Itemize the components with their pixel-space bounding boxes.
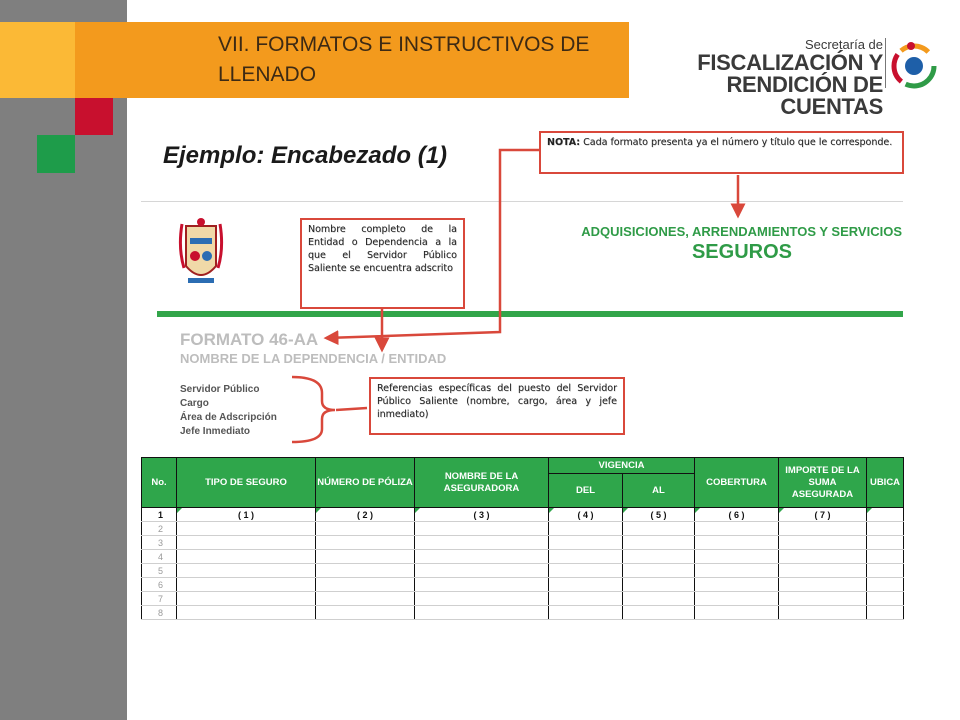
table-cell <box>177 522 316 536</box>
table-cell: ( 1 ) <box>177 508 316 522</box>
table-cell <box>623 578 695 592</box>
header-vigencia: VIGENCIA <box>549 458 695 474</box>
field-servidor: Servidor Público <box>180 384 260 395</box>
table-cell <box>695 578 779 592</box>
field-cargo: Cargo <box>180 398 209 409</box>
references-callout: Referencias específicas del puesto del Servidor Público Saliente (nombre, cargo, área y jefe inmediato) <box>369 377 625 435</box>
table-cell: ( 6 ) <box>695 508 779 522</box>
cell-marker-icon <box>695 508 700 513</box>
table-cell <box>623 522 695 536</box>
table-cell <box>695 536 779 550</box>
row-number: 1 <box>142 508 177 522</box>
note-text: Cada formato presenta ya el número y título que le corresponde. <box>583 137 893 148</box>
table-cell <box>623 536 695 550</box>
cell-marker-icon <box>867 508 872 513</box>
table-cell <box>867 564 904 578</box>
table-cell <box>695 550 779 564</box>
header-cobertura: COBERTURA <box>695 458 779 508</box>
table-cell <box>415 550 549 564</box>
slide-subtitle: Ejemplo: Encabezado (1) <box>163 142 448 169</box>
header-aseguradora: NOMBRE DE LA ASEGURADORA <box>415 458 549 508</box>
cell-marker-icon <box>779 508 784 513</box>
table-row <box>142 550 904 564</box>
table-cell <box>867 578 904 592</box>
table-cell <box>415 536 549 550</box>
format-table <box>141 457 904 620</box>
row-number: 3 <box>142 536 177 550</box>
table-cell <box>316 564 415 578</box>
table-row <box>142 578 904 592</box>
table-cell <box>867 508 904 522</box>
table-row <box>142 564 904 578</box>
table-cell <box>177 550 316 564</box>
table-cell <box>177 606 316 620</box>
table-cell <box>549 592 623 606</box>
row-number: 4 <box>142 550 177 564</box>
table-cell: ( 7 ) <box>779 508 867 522</box>
table-cell: ( 5 ) <box>623 508 695 522</box>
table-cell <box>549 522 623 536</box>
table-cell <box>415 564 549 578</box>
table-cell: ( 2 ) <box>316 508 415 522</box>
brace-connector <box>336 408 367 410</box>
row-number: 7 <box>142 592 177 606</box>
entity-name: NOMBRE DE LA DEPENDENCIA / ENTIDAD <box>180 351 447 366</box>
table-cell <box>779 550 867 564</box>
table-cell <box>316 550 415 564</box>
table-cell <box>623 550 695 564</box>
document-area-title: ADQUISICIONES, ARRENDAMIENTOS Y SERVICIOS <box>581 224 902 239</box>
cell-marker-icon <box>623 508 628 513</box>
note-to-format-arrow <box>326 150 539 338</box>
header-ubicacion: UBICA <box>867 458 904 508</box>
table-cell <box>867 550 904 564</box>
table-row <box>142 606 904 620</box>
table-cell <box>316 536 415 550</box>
table-cell <box>695 522 779 536</box>
table-row <box>142 536 904 550</box>
row-number: 8 <box>142 606 177 620</box>
fields-brace <box>292 377 335 442</box>
row-number: 5 <box>142 564 177 578</box>
header-del: DEL <box>549 474 623 508</box>
table-cell <box>316 592 415 606</box>
table-cell <box>549 578 623 592</box>
cell-marker-icon <box>177 508 182 513</box>
table-cell: ( 3 ) <box>415 508 549 522</box>
logo-line-3: RENDICIÓN DE CUENTAS <box>726 72 883 119</box>
row-number: 6 <box>142 578 177 592</box>
table-cell <box>177 564 316 578</box>
table-cell <box>415 578 549 592</box>
document-section-title: SEGUROS <box>691 241 792 263</box>
table-cell <box>867 522 904 536</box>
field-jefe: Jefe Inmediato <box>180 426 251 437</box>
table-cell <box>549 606 623 620</box>
table-cell <box>779 592 867 606</box>
table-cell <box>779 564 867 578</box>
table-cell <box>549 564 623 578</box>
header-al: AL <box>623 474 695 508</box>
table-cell <box>779 606 867 620</box>
entity-callout: Nombre completo de la Entidad o Dependencia a la que el Servidor Público Saliente se encuentra adscrito <box>300 218 465 309</box>
table-cell <box>623 564 695 578</box>
table-row <box>142 522 904 536</box>
header-tipo-seguro: TIPO DE SEGURO <box>177 458 316 508</box>
table-cell <box>415 592 549 606</box>
note-label: NOTA: <box>547 137 581 148</box>
table-cell <box>177 578 316 592</box>
header-importe: IMPORTE DE LA SUMA ASEGURADA <box>779 458 867 508</box>
table-cell <box>623 606 695 620</box>
table-cell <box>316 522 415 536</box>
table-cell <box>415 606 549 620</box>
cell-marker-icon <box>549 508 554 513</box>
table-cell <box>867 606 904 620</box>
header-no: No. <box>142 458 177 508</box>
table-cell <box>415 522 549 536</box>
format-title: FORMATO 46-AA <box>180 330 319 349</box>
table-cell <box>177 592 316 606</box>
cell-marker-icon <box>316 508 321 513</box>
table-cell <box>549 536 623 550</box>
logo-line-2: FISCALIZACIÓN Y <box>697 50 883 75</box>
header-numero-poliza: NÚMERO DE PÓLIZA <box>316 458 415 508</box>
table-cell <box>779 536 867 550</box>
table-cell <box>549 550 623 564</box>
table-cell <box>316 578 415 592</box>
table-row <box>142 592 904 606</box>
table-cell <box>867 536 904 550</box>
logo-line-1: Secretaría de <box>804 37 883 52</box>
table-cell <box>695 592 779 606</box>
table-cell <box>695 564 779 578</box>
cell-marker-icon <box>415 508 420 513</box>
field-area: Área de Adscripción <box>180 412 277 423</box>
slide-title: VII. FORMATOS E INSTRUCTIVOS DE LLENADO <box>218 33 590 86</box>
table-cell <box>779 522 867 536</box>
table-row <box>142 508 904 522</box>
table-cell <box>779 578 867 592</box>
table-cell <box>316 606 415 620</box>
row-number: 2 <box>142 522 177 536</box>
table-cell: ( 4 ) <box>549 508 623 522</box>
table-cell <box>623 592 695 606</box>
table-cell <box>695 606 779 620</box>
table-cell <box>867 592 904 606</box>
table-cell <box>177 536 316 550</box>
